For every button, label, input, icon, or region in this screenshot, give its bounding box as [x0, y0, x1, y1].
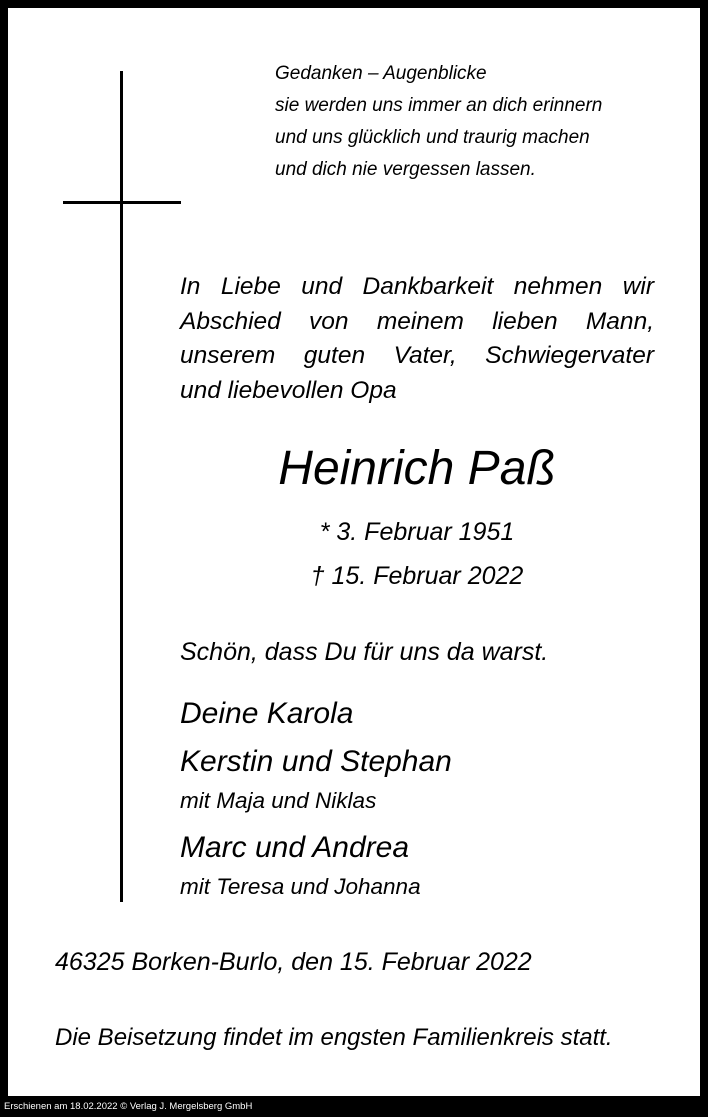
poem [275, 58, 602, 186]
intro-line: Abschied von meinem lieben Mann, [180, 307, 654, 335]
family-child-2: Marc und Andrea [180, 831, 410, 864]
family-grandchildren-2: mit Teresa und Johanna [180, 874, 421, 899]
family-grandchildren-1: mit Maja und Niklas [180, 788, 377, 813]
cross-vertical-bar [120, 71, 123, 902]
intro-line: und liebevollen Opa [180, 376, 397, 404]
intro-line: unserem guten Vater, Schwiegervater [180, 342, 654, 369]
poem-line: Gedanken – Augenblicke [275, 63, 487, 84]
poem-line: sie werden uns immer an dich erinnern [275, 95, 603, 116]
saying: Schön, dass Du für uns da warst. [180, 638, 549, 666]
intro-line: In Liebe und Dankbarkeit nehmen wir [180, 273, 654, 300]
family-child-1: Kerstin und Stephan [180, 745, 452, 778]
death-date: † 15. Februar 2022 [310, 562, 524, 590]
poem-line: und dich nie vergessen lassen. [275, 159, 536, 180]
cross-horizontal-bar [63, 201, 181, 204]
family-wife: Deine Karola [180, 697, 354, 730]
publication-footer: Erschienen am 18.02.2022 © Verlag J. Mergelsberg GmbH [4, 1101, 253, 1112]
birth-date: * 3. Februar 1951 [319, 518, 515, 546]
intro-text [180, 270, 654, 408]
poem-line: und uns glücklich und traurig machen [275, 127, 590, 148]
place-and-date: 46325 Borken-Burlo, den 15. Februar 2022 [55, 948, 532, 976]
deceased-name: Heinrich Paß [278, 442, 556, 495]
burial-note: Die Beisetzung findet im engsten Familienkreis statt. [55, 1024, 613, 1051]
